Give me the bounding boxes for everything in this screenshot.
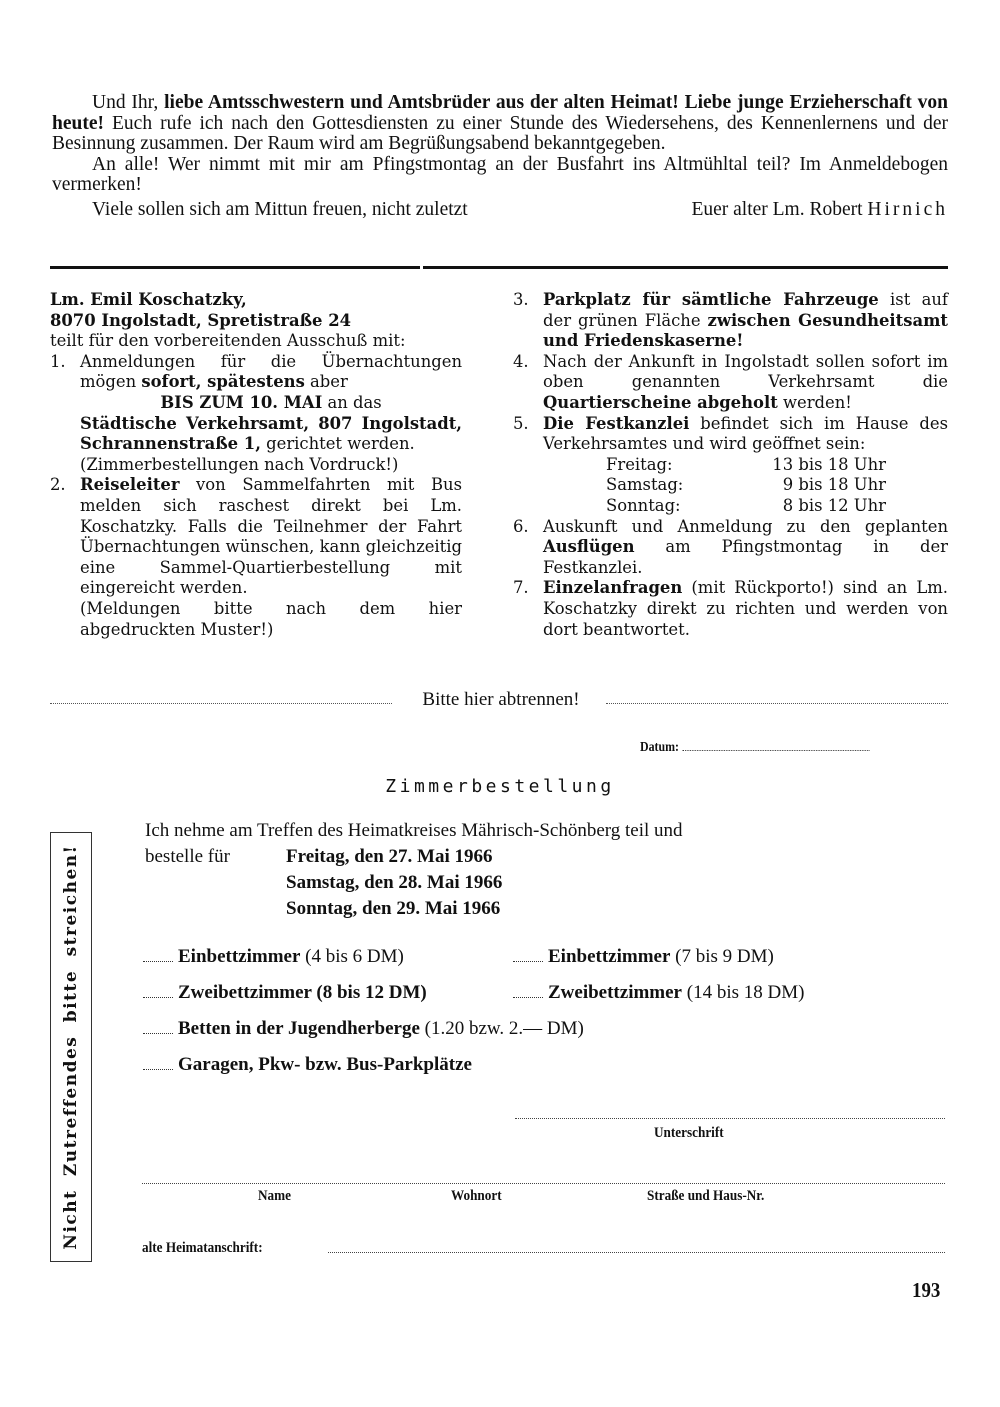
notice-item-4: [513, 352, 948, 414]
item-bold-text: Die Festkanzlei: [543, 413, 690, 433]
letter-text: Euch rufe ich nach den Gottesdiensten zu einer Stunde des Wiedersehens, des Kennenlernens und der Besinnung zusammen. Der Raum wird am Begrüßungsabend bekanntgegeben.: [52, 112, 948, 154]
item-bold-text: Reiseleiter: [80, 475, 180, 495]
option-label: Einbettzimmer: [548, 946, 671, 967]
item-number: 6.: [513, 516, 529, 536]
order-intro-text: Ich nehme am Treffen des Heimatkreises Mährisch-Schönberg teil und: [145, 820, 683, 841]
office-address: Städtische Verkehrsamt, 807 Ingolstadt, Schrannenstraße 1,: [80, 413, 462, 454]
notice-item-1: [50, 352, 462, 476]
item-number: 2.: [50, 475, 66, 495]
hours-day: Sonntag:: [606, 495, 681, 515]
option-label: Zweibettzimmer: [548, 982, 682, 1003]
item-text: Anmeldungen für die Übernachtungen mögen: [80, 351, 462, 392]
divider-rule-left: [50, 266, 420, 269]
item-number: 7.: [513, 578, 529, 598]
dotted-line: [50, 703, 392, 704]
item-bold-text: Einzelanfragen: [543, 578, 683, 598]
form-title: Zimmerbestellung: [385, 776, 615, 797]
fill-in-line[interactable]: [513, 961, 543, 962]
order-date-option[interactable]: Freitag, den 27. Mai 1966: [286, 846, 493, 867]
item-text: gerichtet werden.: [260, 434, 415, 454]
item-text: am Pfingstmontag in der Festkanzlei.: [543, 537, 948, 577]
street-label: Straße und Haus-Nr.: [647, 1188, 765, 1204]
fill-in-line[interactable]: [143, 1069, 173, 1070]
hours-time: 8 bis 12 Uhr: [782, 495, 886, 515]
item-note: (Meldungen bitte nach dem hier abgedruckten Muster!): [80, 598, 462, 639]
name-label: Name: [258, 1188, 291, 1204]
fill-in-line[interactable]: [513, 997, 543, 998]
item-text: an das: [322, 392, 382, 412]
hours-time: 13 bis 18 Uhr: [772, 454, 886, 474]
item-number: 3.: [513, 290, 529, 309]
divider-rule-right: [423, 266, 948, 269]
option-label: Einbettzimmer: [178, 946, 301, 967]
tear-off-line: [50, 689, 948, 711]
letter-bold-text: liebe Amtsschwestern und Amtsbrüder aus der alten Heimat! Liebe junge Erzieherschaft von heute!: [52, 92, 949, 134]
item-note: (Zimmerbestellungen nach Vordruck!): [80, 454, 399, 474]
sender-name: Lm. Emil Koschatzky,: [50, 290, 247, 309]
item-text: (mit Rückporto!) sind an Lm. Koschatzky direkt zu richten und werden von dort beantwortet.: [543, 578, 948, 639]
fill-in-line[interactable]: [143, 1033, 173, 1034]
date-input-line[interactable]: [682, 750, 869, 751]
notice-item-2: [50, 475, 462, 640]
option-label: Garagen, Pkw- bzw. Bus-Parkplätze: [178, 1054, 472, 1075]
letter-closing: [52, 200, 948, 221]
room-option[interactable]: [143, 1018, 584, 1040]
side-note-text: Nicht Zutreffendes bitte streichen!: [61, 844, 81, 1250]
page-number: 193: [912, 1278, 941, 1302]
item-bold-text: sofort, spätestens: [141, 372, 305, 392]
old-address-label: alte Heimatanschrift:: [142, 1240, 263, 1256]
city-label: Wohnort: [451, 1188, 502, 1204]
signature: [691, 200, 948, 221]
option-label: Zweibettzimmer (8 bis 12 DM): [178, 982, 427, 1003]
letter-paragraph-2: An alle! Wer nimmt mit mir am Pfingstmontag an der Busfahrt ins Altmühltal teil? Im Anmeldebogen vermerken!: [52, 153, 948, 195]
item-text: Auskunft und Anmeldung zu den geplanten: [543, 516, 948, 536]
signature-label: Unterschrift: [654, 1125, 724, 1141]
notice-item-7: [513, 578, 948, 640]
item-number: 4.: [513, 351, 529, 371]
notice-item-3: [513, 290, 948, 352]
notice-right-column: [513, 290, 948, 640]
sender-address: 8070 Ingolstadt, Spretistraße 24: [50, 310, 352, 330]
item-text: von Sammelfahrten mit Bus melden sich raschest direkt bei Lm. Koschatzky. Falls die Teilnehmer der Fahrt Übernachtungen wünschen, kann gleichzeitig eine Sammel-Quartierbestellung mit eingereicht werden.: [80, 475, 462, 598]
order-intro: [145, 818, 890, 922]
closing-text: Viele sollen sich am Mittun freuen, nicht zuletzt: [92, 198, 468, 220]
order-prefix: bestelle für: [145, 846, 230, 867]
room-option[interactable]: [143, 1054, 472, 1076]
tear-off-label: Bitte hier abtrennen!: [422, 689, 580, 710]
fill-in-line[interactable]: [143, 961, 173, 962]
date-label: Datum:: [640, 740, 680, 755]
date-field[interactable]: [640, 740, 869, 756]
room-option[interactable]: [513, 982, 804, 1004]
item-bold-text: Quartierscheine abgeholt: [543, 392, 778, 412]
signature-input-line[interactable]: [515, 1118, 945, 1119]
letter-section: [52, 93, 948, 220]
option-price: (1.20 bzw. 2.— DM): [424, 1018, 584, 1039]
notice-item-5: [513, 414, 948, 455]
letter-paragraph-1: [52, 93, 948, 155]
item-text: ist auf der grünen Fläche: [543, 290, 948, 330]
dotted-line: [606, 703, 948, 704]
order-dates: [286, 844, 502, 922]
item-bold-text: zwischen Gesundheitsamt und Friedenskaserne!: [543, 310, 948, 351]
hours-day: Freitag:: [606, 454, 673, 474]
item-text: werden!: [777, 392, 852, 412]
room-option[interactable]: [513, 946, 774, 968]
letter-text: Und Ihr,: [92, 92, 165, 113]
item-text: befindet sich im Hause des Verkehrsamtes und wird geöffnet sein:: [543, 413, 949, 454]
item-text: aber: [304, 372, 348, 392]
side-note-box: [50, 832, 92, 1262]
option-price: (4 bis 6 DM): [305, 946, 404, 967]
item-bold-text: Parkplatz für sämtliche Fahrzeuge: [543, 290, 879, 309]
option-label: Betten in der Jugendherberge: [178, 1018, 420, 1039]
item-number: 5.: [513, 413, 529, 433]
signature-prefix: Euer alter Lm. Robert: [691, 198, 868, 220]
room-option[interactable]: [143, 982, 427, 1004]
notice-item-6: [513, 517, 948, 579]
office-hours: [606, 455, 948, 517]
room-option[interactable]: [143, 946, 404, 968]
signature-name: Hirnich: [867, 198, 948, 220]
item-number: 1.: [50, 351, 66, 371]
option-price: (14 bis 18 DM): [686, 982, 805, 1003]
hours-time: 9 bis 18 Uhr: [782, 475, 886, 495]
notice-left-column: [50, 290, 462, 640]
notice-intro: teilt für den vorbereitenden Ausschuß mit:: [50, 331, 406, 351]
order-date-option[interactable]: Samstag, den 28. Mai 1966: [286, 872, 503, 893]
old-address-input-line[interactable]: [328, 1252, 945, 1253]
option-price: (7 bis 9 DM): [675, 946, 774, 967]
item-bold-text: Ausflügen: [543, 537, 635, 557]
item-text: Nach der Ankunft in Ingolstadt sollen sofort im oben genannten Verkehrsamt die: [543, 351, 948, 392]
order-date-option[interactable]: Sonntag, den 29. Mai 1966: [286, 898, 501, 919]
fill-in-line[interactable]: [143, 997, 173, 998]
hours-day: Samstag:: [606, 475, 684, 495]
deadline: BIS ZUM 10. MAI: [160, 392, 323, 412]
address-input-line[interactable]: [142, 1183, 945, 1184]
